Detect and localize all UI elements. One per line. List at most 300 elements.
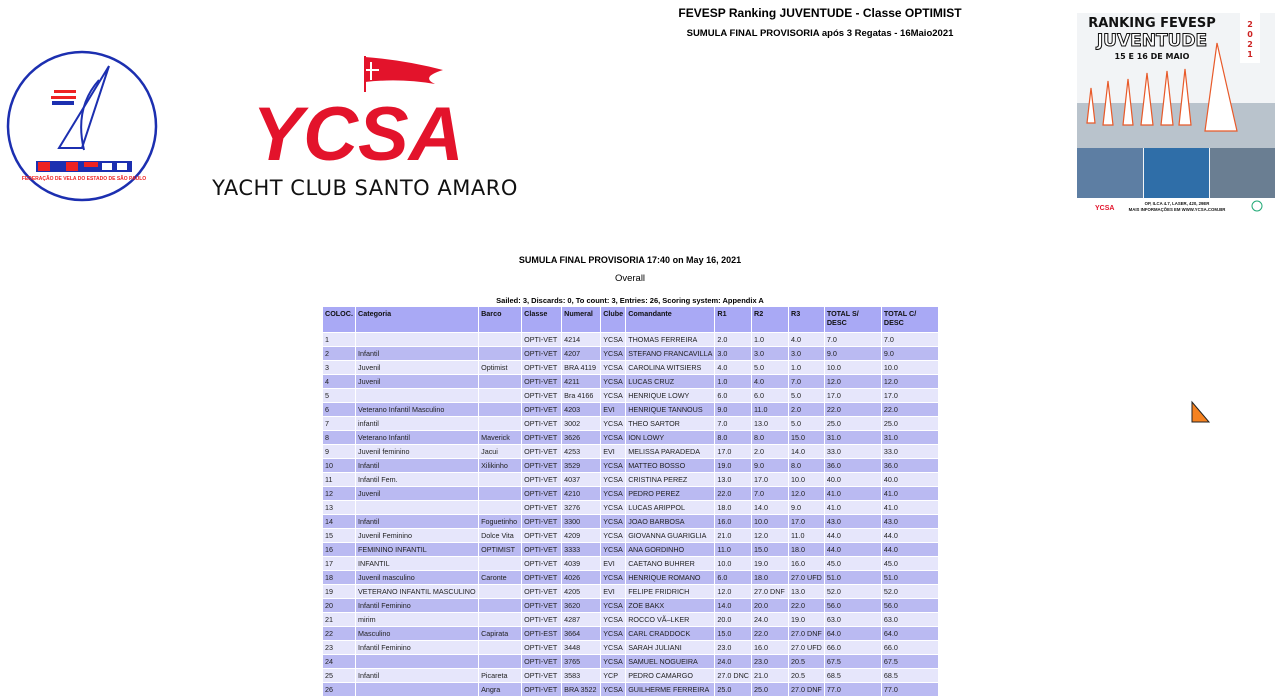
table-cell: Optimist	[479, 361, 521, 374]
table-row	[323, 571, 938, 584]
table-row	[323, 543, 938, 556]
table-cell: Infantil	[356, 515, 478, 528]
table-cell: OPTI-VET	[522, 361, 561, 374]
table-cell: 7.0	[882, 333, 938, 346]
table-cell: 4210	[562, 487, 600, 500]
table-cell: 20.5	[789, 669, 824, 682]
table-cell: OPTI-VET	[522, 529, 561, 542]
table-cell: 18.0	[715, 501, 751, 514]
table-cell: 3620	[562, 599, 600, 612]
table-row	[323, 417, 938, 430]
table-cell: 24.0	[715, 655, 751, 668]
column-header: Categoria	[356, 307, 478, 332]
table-cell: 15	[323, 529, 355, 542]
table-cell	[356, 501, 478, 514]
table-cell: 11.0	[752, 403, 788, 416]
table-cell: 2	[323, 347, 355, 360]
table-cell: 41.0	[825, 487, 881, 500]
table-cell: HENRIQUE ROMANO	[626, 571, 714, 584]
table-cell: 40.0	[825, 473, 881, 486]
table-cell: 3276	[562, 501, 600, 514]
table-cell: 20.0	[752, 599, 788, 612]
column-header: R1	[715, 307, 751, 332]
table-cell: Veterano Infantil	[356, 431, 478, 444]
table-cell: 41.0	[882, 501, 938, 514]
table-cell: Juvenil	[356, 487, 478, 500]
table-cell: YCSA	[601, 487, 625, 500]
table-cell: Infantil	[356, 459, 478, 472]
table-cell: OPTI-VET	[522, 557, 561, 570]
table-cell: YCSA	[601, 417, 625, 430]
table-cell: 2.0	[715, 333, 751, 346]
table-cell: 5.0	[789, 417, 824, 430]
table-cell: Jacui	[479, 445, 521, 458]
table-cell: 22.0	[752, 627, 788, 640]
column-header: Numeral	[562, 307, 600, 332]
table-cell: OPTI-VET	[522, 333, 561, 346]
table-cell: 56.0	[825, 599, 881, 612]
table-cell: YCSA	[601, 347, 625, 360]
table-cell: 31.0	[825, 431, 881, 444]
table-cell: OPTI-VET	[522, 655, 561, 668]
table-cell: YCSA	[601, 459, 625, 472]
table-cell: 3626	[562, 431, 600, 444]
table-cell: 17.0	[789, 515, 824, 528]
table-cell: 12.0	[882, 375, 938, 388]
table-cell: 7.0	[789, 375, 824, 388]
table-cell: 10.0	[789, 473, 824, 486]
table-row	[323, 389, 938, 402]
results-title: SUMULA FINAL PROVISORIA 17:40 on May 16, 2021	[518, 255, 742, 265]
table-row	[323, 473, 938, 486]
table-cell: 22	[323, 627, 355, 640]
table-cell: 13.0	[752, 417, 788, 430]
table-cell: HENRIQUE TANNOUS	[626, 403, 714, 416]
table-cell: SAMUEL NOGUEIRA	[626, 655, 714, 668]
table-cell: 41.0	[825, 501, 881, 514]
table-cell: 22.0	[715, 487, 751, 500]
table-cell: 26	[323, 683, 355, 696]
table-cell: VETERANO INFANTIL MASCULINO	[356, 585, 478, 598]
table-cell: 15.0	[789, 431, 824, 444]
table-row	[323, 599, 938, 612]
table-cell: 11.0	[715, 543, 751, 556]
table-cell: OPTI-VET	[522, 515, 561, 528]
table-cell: 23.0	[715, 641, 751, 654]
table-cell: 5.0	[752, 361, 788, 374]
table-row	[323, 613, 938, 626]
table-cell: OPTI-VET	[522, 347, 561, 360]
table-cell: 52.0	[825, 585, 881, 598]
table-cell: 3002	[562, 417, 600, 430]
table-cell: YCSA	[601, 627, 625, 640]
table-cell: Veterano Infantil Masculino	[356, 403, 478, 416]
table-cell: ION LOWY	[626, 431, 714, 444]
table-cell: 66.0	[882, 641, 938, 654]
table-cell: Maverick	[479, 431, 521, 444]
table-cell: Infantil	[356, 669, 478, 682]
table-cell: OPTI-VET	[522, 445, 561, 458]
svg-text:YCSA: YCSA	[1095, 205, 1115, 212]
table-cell: EVI	[601, 557, 625, 570]
table-cell: Xilikinho	[479, 459, 521, 472]
table-cell: 3664	[562, 627, 600, 640]
table-cell: 44.0	[882, 529, 938, 542]
table-cell: YCSA	[601, 683, 625, 696]
table-cell	[479, 333, 521, 346]
table-cell: 1.0	[789, 361, 824, 374]
table-cell: YCP	[601, 669, 625, 682]
table-cell: YCSA	[601, 641, 625, 654]
table-cell: 10.0	[882, 361, 938, 374]
table-cell: GIOVANNA GUARIGLIA	[626, 529, 714, 542]
table-cell: EVI	[601, 403, 625, 416]
table-cell: Juvenil masculino	[356, 571, 478, 584]
table-cell: 14.0	[752, 501, 788, 514]
table-cell	[479, 501, 521, 514]
table-cell: 15.0	[715, 627, 751, 640]
table-cell: Bra 4166	[562, 389, 600, 402]
table-row	[323, 641, 938, 654]
table-cell: 1	[323, 333, 355, 346]
table-cell: YCSA	[601, 543, 625, 556]
table-cell: 19	[323, 585, 355, 598]
table-cell: PEDRO PEREZ	[626, 487, 714, 500]
table-cell: 10.0	[752, 515, 788, 528]
table-cell: YCSA	[601, 529, 625, 542]
table-cell: 3300	[562, 515, 600, 528]
table-cell: 7.0	[825, 333, 881, 346]
table-cell: 1.0	[715, 375, 751, 388]
table-row	[323, 459, 938, 472]
table-row	[323, 501, 938, 514]
table-cell: 23	[323, 641, 355, 654]
table-cell: 12.0	[789, 487, 824, 500]
table-cell: 7	[323, 417, 355, 430]
table-cell: 27.0 UFD	[789, 571, 824, 584]
table-cell	[479, 613, 521, 626]
table-cell: 19.0	[789, 613, 824, 626]
table-cell	[479, 473, 521, 486]
table-cell: 6.0	[715, 389, 751, 402]
table-cell: 3765	[562, 655, 600, 668]
table-cell: OPTI-VET	[522, 487, 561, 500]
table-cell: 4203	[562, 403, 600, 416]
svg-text:2: 2	[1247, 20, 1253, 29]
table-cell: CARL CRADDOCK	[626, 627, 714, 640]
table-row	[323, 529, 938, 542]
table-cell	[479, 557, 521, 570]
table-cell: 18.0	[789, 543, 824, 556]
table-cell: 2.0	[752, 445, 788, 458]
table-cell: YCSA	[601, 361, 625, 374]
table-cell: 5	[323, 389, 355, 402]
table-cell: 1.0	[752, 333, 788, 346]
table-cell: 77.0	[825, 683, 881, 696]
table-cell: 27.0 DNF	[789, 627, 824, 640]
table-cell: OPTI-VET	[522, 389, 561, 402]
fevesp-logo-text: FEDERAÇÃO DE VELA DO ESTADO DE SÃO PAULO	[21, 176, 147, 182]
table-cell: 18	[323, 571, 355, 584]
table-cell: YCSA	[601, 599, 625, 612]
mouse-cursor-icon	[1190, 400, 1212, 431]
table-cell: YCSA	[601, 333, 625, 346]
table-cell	[479, 403, 521, 416]
svg-text:2: 2	[1247, 40, 1253, 49]
table-cell: OPTI-VET	[522, 641, 561, 654]
table-cell: infantil	[356, 417, 478, 430]
table-cell: YCSA	[601, 431, 625, 444]
table-cell	[356, 389, 478, 402]
table-cell: OPTI-VET	[522, 375, 561, 388]
table-cell: STEFANO FRANCAVILLA	[626, 347, 714, 360]
table-cell: Infantil Fem.	[356, 473, 478, 486]
table-cell: 3333	[562, 543, 600, 556]
table-cell: 22.0	[825, 403, 881, 416]
table-cell: OPTI-EST	[522, 627, 561, 640]
table-cell: 10.0	[715, 557, 751, 570]
table-cell: 13	[323, 501, 355, 514]
table-cell: OPTI-VET	[522, 613, 561, 626]
table-cell: 77.0	[882, 683, 938, 696]
table-cell: 16.0	[715, 515, 751, 528]
table-cell: INFANTIL	[356, 557, 478, 570]
table-cell: 25.0	[882, 417, 938, 430]
column-header: R2	[752, 307, 788, 332]
table-cell: ANA GORDINHO	[626, 543, 714, 556]
ycsa-logo	[185, 52, 545, 202]
table-cell: 3448	[562, 641, 600, 654]
table-cell: EVI	[601, 445, 625, 458]
table-cell	[479, 347, 521, 360]
table-cell: 25.0	[825, 417, 881, 430]
table-cell: YCSA	[601, 501, 625, 514]
table-cell: OPTI-VET	[522, 683, 561, 696]
table-cell: 4.0	[715, 361, 751, 374]
table-cell: OPTI-VET	[522, 585, 561, 598]
table-cell: 22.0	[882, 403, 938, 416]
table-cell: 15.0	[752, 543, 788, 556]
fevesp-logo	[4, 48, 160, 204]
table-cell: YCSA	[601, 655, 625, 668]
table-cell: 7.0	[715, 417, 751, 430]
table-cell: BRA 4119	[562, 361, 600, 374]
table-cell: 24	[323, 655, 355, 668]
table-row	[323, 375, 938, 388]
table-cell: 33.0	[882, 445, 938, 458]
table-cell: 51.0	[882, 571, 938, 584]
table-cell: OPTI-VET	[522, 459, 561, 472]
event-poster	[1077, 13, 1275, 215]
table-cell: YCSA	[601, 473, 625, 486]
table-cell: 23.0	[752, 655, 788, 668]
table-cell: 9	[323, 445, 355, 458]
table-cell: OPTI-VET	[522, 501, 561, 514]
svg-text:YCSA: YCSA	[252, 92, 464, 177]
table-cell	[479, 487, 521, 500]
table-cell: FEMININO INFANTIL	[356, 543, 478, 556]
table-cell: 4211	[562, 375, 600, 388]
table-cell: Capirata	[479, 627, 521, 640]
table-cell	[479, 417, 521, 430]
table-cell: OPTI-VET	[522, 403, 561, 416]
table-row	[323, 683, 938, 696]
table-cell: JOAO BARBOSA	[626, 515, 714, 528]
table-cell: 4.0	[789, 333, 824, 346]
column-header: TOTAL S/ DESC	[825, 307, 881, 332]
table-cell: ZOE BAKX	[626, 599, 714, 612]
table-cell: 43.0	[882, 515, 938, 528]
table-cell: 4205	[562, 585, 600, 598]
table-cell: 21.0	[715, 529, 751, 542]
table-cell: 68.5	[825, 669, 881, 682]
table-cell: 9.0	[715, 403, 751, 416]
table-cell: OPTI-VET	[522, 669, 561, 682]
table-cell	[479, 655, 521, 668]
table-cell: 3.0	[715, 347, 751, 360]
table-cell: 14.0	[715, 599, 751, 612]
table-cell: 3.0	[789, 347, 824, 360]
table-cell: 33.0	[825, 445, 881, 458]
table-cell: 16	[323, 543, 355, 556]
table-cell: 20	[323, 599, 355, 612]
svg-text:0: 0	[1247, 30, 1253, 39]
table-cell: 8.0	[789, 459, 824, 472]
table-cell: OPTI-VET	[522, 543, 561, 556]
table-cell: BRA 3522	[562, 683, 600, 696]
table-row	[323, 655, 938, 668]
svg-text:15 E 16 DE MAIO: 15 E 16 DE MAIO	[1114, 52, 1190, 61]
table-cell: 44.0	[825, 529, 881, 542]
table-cell: YCSA	[601, 571, 625, 584]
table-cell: 16.0	[752, 641, 788, 654]
table-cell: YCSA	[601, 389, 625, 402]
svg-text:1: 1	[1247, 50, 1253, 59]
table-cell: CAETANO BUHRER	[626, 557, 714, 570]
table-cell: 4	[323, 375, 355, 388]
table-header-row	[323, 307, 938, 332]
table-cell: mirim	[356, 613, 478, 626]
table-cell: LUCAS CRUZ	[626, 375, 714, 388]
table-cell: OPTI-VET	[522, 473, 561, 486]
table-cell: 36.0	[825, 459, 881, 472]
table-cell: 10.0	[825, 361, 881, 374]
table-cell: 17.0	[752, 473, 788, 486]
table-row	[323, 585, 938, 598]
page-title: FEVESP Ranking JUVENTUDE - Classe OPTIMIST	[678, 6, 962, 20]
table-cell: Juvenil Feminino	[356, 529, 478, 542]
table-cell: Juvenil	[356, 375, 478, 388]
table-cell: YCSA	[601, 515, 625, 528]
table-row	[323, 403, 938, 416]
table-cell: 52.0	[882, 585, 938, 598]
table-cell: 16.0	[789, 557, 824, 570]
table-cell: OPTI-VET	[522, 417, 561, 430]
table-cell: 8.0	[715, 431, 751, 444]
column-header: Clube	[601, 307, 625, 332]
table-cell: 18.0	[752, 571, 788, 584]
table-cell: 64.0	[825, 627, 881, 640]
table-cell: 63.0	[882, 613, 938, 626]
table-cell: Dolce Vita	[479, 529, 521, 542]
column-header: Classe	[522, 307, 561, 332]
table-cell: 13.0	[715, 473, 751, 486]
svg-text:MAIS INFORMAÇÕES EM WWW.YCSA.C: MAIS INFORMAÇÕES EM WWW.YCSA.COM.BR	[1128, 207, 1226, 212]
table-cell: 63.0	[825, 613, 881, 626]
table-cell: 3583	[562, 669, 600, 682]
table-cell: 3529	[562, 459, 600, 472]
table-cell: 3.0	[752, 347, 788, 360]
column-header: TOTAL C/ DESC	[882, 307, 938, 332]
table-cell	[356, 333, 478, 346]
table-cell: OPTI-VET	[522, 599, 561, 612]
table-cell	[356, 655, 478, 668]
table-cell: 67.5	[882, 655, 938, 668]
table-cell: 2.0	[789, 403, 824, 416]
table-cell: 45.0	[882, 557, 938, 570]
table-cell: EVI	[601, 585, 625, 598]
table-cell: 17.0	[825, 389, 881, 402]
table-cell: 9.0	[882, 347, 938, 360]
svg-text:YACHT CLUB SANTO AMARO: YACHT CLUB SANTO AMARO	[212, 176, 518, 200]
table-cell: 41.0	[882, 487, 938, 500]
table-cell: 19.0	[715, 459, 751, 472]
table-cell: Infantil Feminino	[356, 641, 478, 654]
poster-title: RANKING FEVESP	[1088, 16, 1216, 31]
table-cell: 4207	[562, 347, 600, 360]
table-cell: 4026	[562, 571, 600, 584]
table-cell	[479, 375, 521, 388]
table-cell	[479, 641, 521, 654]
table-cell: MATTEO BOSSO	[626, 459, 714, 472]
table-cell: 20.5	[789, 655, 824, 668]
table-cell: 4214	[562, 333, 600, 346]
svg-text:OP, ILCA 4.7, LASER, 420, 29ER: OP, ILCA 4.7, LASER, 420, 29ER	[1144, 201, 1210, 206]
column-header: Comandante	[626, 307, 714, 332]
column-header: COLOC.	[323, 307, 355, 332]
table-cell: YCSA	[601, 613, 625, 626]
table-cell: 56.0	[882, 599, 938, 612]
table-cell: 68.5	[882, 669, 938, 682]
table-row	[323, 557, 938, 570]
table-cell: Masculino	[356, 627, 478, 640]
svg-text:JUVENTUDE: JUVENTUDE	[1096, 31, 1208, 51]
table-cell: 8.0	[752, 431, 788, 444]
table-cell: 13.0	[789, 585, 824, 598]
table-cell: 25.0	[715, 683, 751, 696]
table-cell	[479, 389, 521, 402]
table-cell: 19.0	[752, 557, 788, 570]
table-cell: 36.0	[882, 459, 938, 472]
table-row	[323, 515, 938, 528]
table-cell: 67.5	[825, 655, 881, 668]
table-cell: YCSA	[601, 375, 625, 388]
table-cell: 3	[323, 361, 355, 374]
table-cell: GUILHERME FERREIRA	[626, 683, 714, 696]
page-subtitle: SUMULA FINAL PROVISORIA após 3 Regatas - 16Maio2021	[686, 28, 954, 39]
table-cell: 14.0	[789, 445, 824, 458]
table-cell: 21	[323, 613, 355, 626]
table-cell: 9.0	[825, 347, 881, 360]
table-cell: 4253	[562, 445, 600, 458]
table-cell: 20.0	[715, 613, 751, 626]
table-cell: 27.0 UFD	[789, 641, 824, 654]
table-cell: Foguetinho	[479, 515, 521, 528]
table-cell: 6.0	[752, 389, 788, 402]
table-cell: 45.0	[825, 557, 881, 570]
table-cell: Infantil	[356, 347, 478, 360]
results-summary: Sailed: 3, Discards: 0, To count: 3, Entries: 26, Scoring system: Appendix A	[496, 296, 764, 305]
